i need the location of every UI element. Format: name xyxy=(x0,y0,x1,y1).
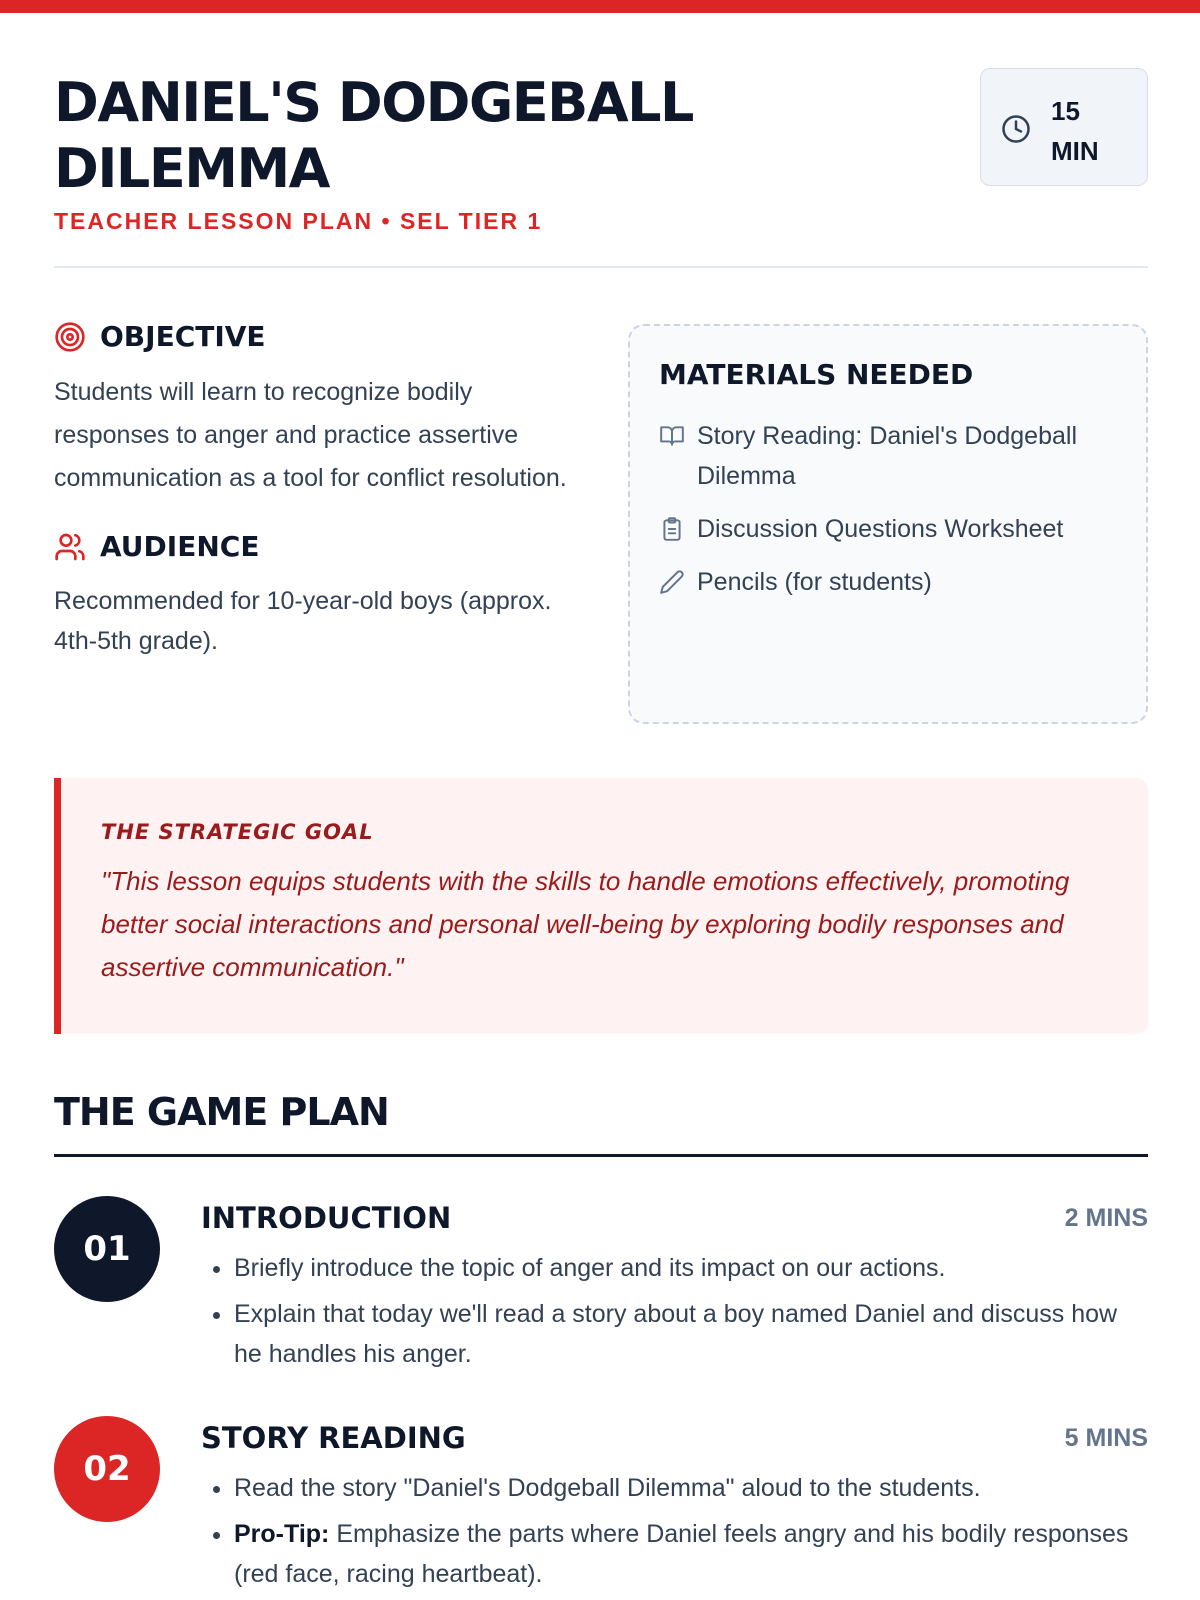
objective-text: Students will learn to recognize bodily responses to anger and practice assertive communication as a tool for conflict resolution. xyxy=(54,378,567,492)
materials-title: MATERIALS NEEDED xyxy=(659,358,974,391)
objective-heading xyxy=(54,320,574,353)
pro-tip-label: Pro-Tip: xyxy=(234,1520,330,1548)
list-item xyxy=(659,416,1129,496)
duration-value xyxy=(1051,91,1131,171)
book-open-icon xyxy=(659,423,685,449)
materials-card xyxy=(628,324,1148,724)
step-duration: 2 MINS xyxy=(1064,1204,1148,1232)
game-plan-divider xyxy=(54,1154,1148,1157)
header xyxy=(54,62,1148,272)
page-subtitle: TEACHER LESSON PLAN • SEL TIER 1 xyxy=(54,208,543,234)
users-icon xyxy=(54,531,86,563)
goal-label: THE STRATEGIC GOAL xyxy=(101,820,374,844)
duration-unit: MIN xyxy=(1051,136,1099,166)
audience-text: Recommended for 10-year-old boys (approx. 4th-5th grade). xyxy=(54,587,552,655)
clipboard-icon xyxy=(659,516,685,542)
audience-title: AUDIENCE xyxy=(100,530,260,563)
step-bullets xyxy=(201,1468,1134,1600)
objective-title: OBJECTIVE xyxy=(100,320,266,353)
step-title: STORY READING xyxy=(201,1421,466,1455)
material-label: Story Reading: Daniel's Dodgeball Dilemma xyxy=(697,422,1077,490)
step-bullets xyxy=(201,1248,1134,1380)
pro-tip-text: Emphasize the parts where Daniel feels angry and his bodily responses (red face, racing heartbeat). xyxy=(234,1520,1129,1588)
game-plan-title: THE GAME PLAN xyxy=(54,1090,389,1134)
list-item xyxy=(659,509,1129,549)
material-label: Pencils (for students) xyxy=(697,568,932,596)
list-item: • Explain that today we'll read a story about a boy named Daniel and discuss how he handles his anger. xyxy=(234,1294,1134,1374)
duration-badge xyxy=(980,68,1148,186)
clock-icon xyxy=(1001,114,1031,144)
list-item: • Read the story "Daniel's Dodgeball Dilemma" aloud to the students. xyxy=(234,1468,1134,1508)
list-item xyxy=(659,562,1129,602)
duration-number: 15 xyxy=(1051,96,1080,126)
target-icon xyxy=(54,321,86,353)
top-accent-bar xyxy=(0,0,1200,13)
strategic-goal-callout xyxy=(54,778,1148,1034)
goal-quote: "This lesson equips students with the skills to handle emotions effectively, promoting better social interactions and personal well-being by exploring bodily responses and assertive communication." xyxy=(101,866,1070,982)
page-title: DANIEL'S DODGEBALL DILEMMA xyxy=(54,71,693,200)
list-item: • Briefly introduce the topic of anger and its impact on our actions. xyxy=(234,1248,1134,1288)
step-number: 02 xyxy=(54,1416,160,1522)
step-duration: 5 MINS xyxy=(1064,1424,1148,1452)
material-label: Discussion Questions Worksheet xyxy=(697,515,1064,543)
header-divider xyxy=(54,266,1148,268)
materials-list xyxy=(659,416,1129,615)
audience-heading xyxy=(54,530,574,563)
list-item xyxy=(234,1514,1134,1594)
overview-column xyxy=(54,320,574,661)
step-title: INTRODUCTION xyxy=(201,1201,452,1235)
step-number: 01 xyxy=(54,1196,160,1302)
pencil-icon xyxy=(659,569,685,595)
